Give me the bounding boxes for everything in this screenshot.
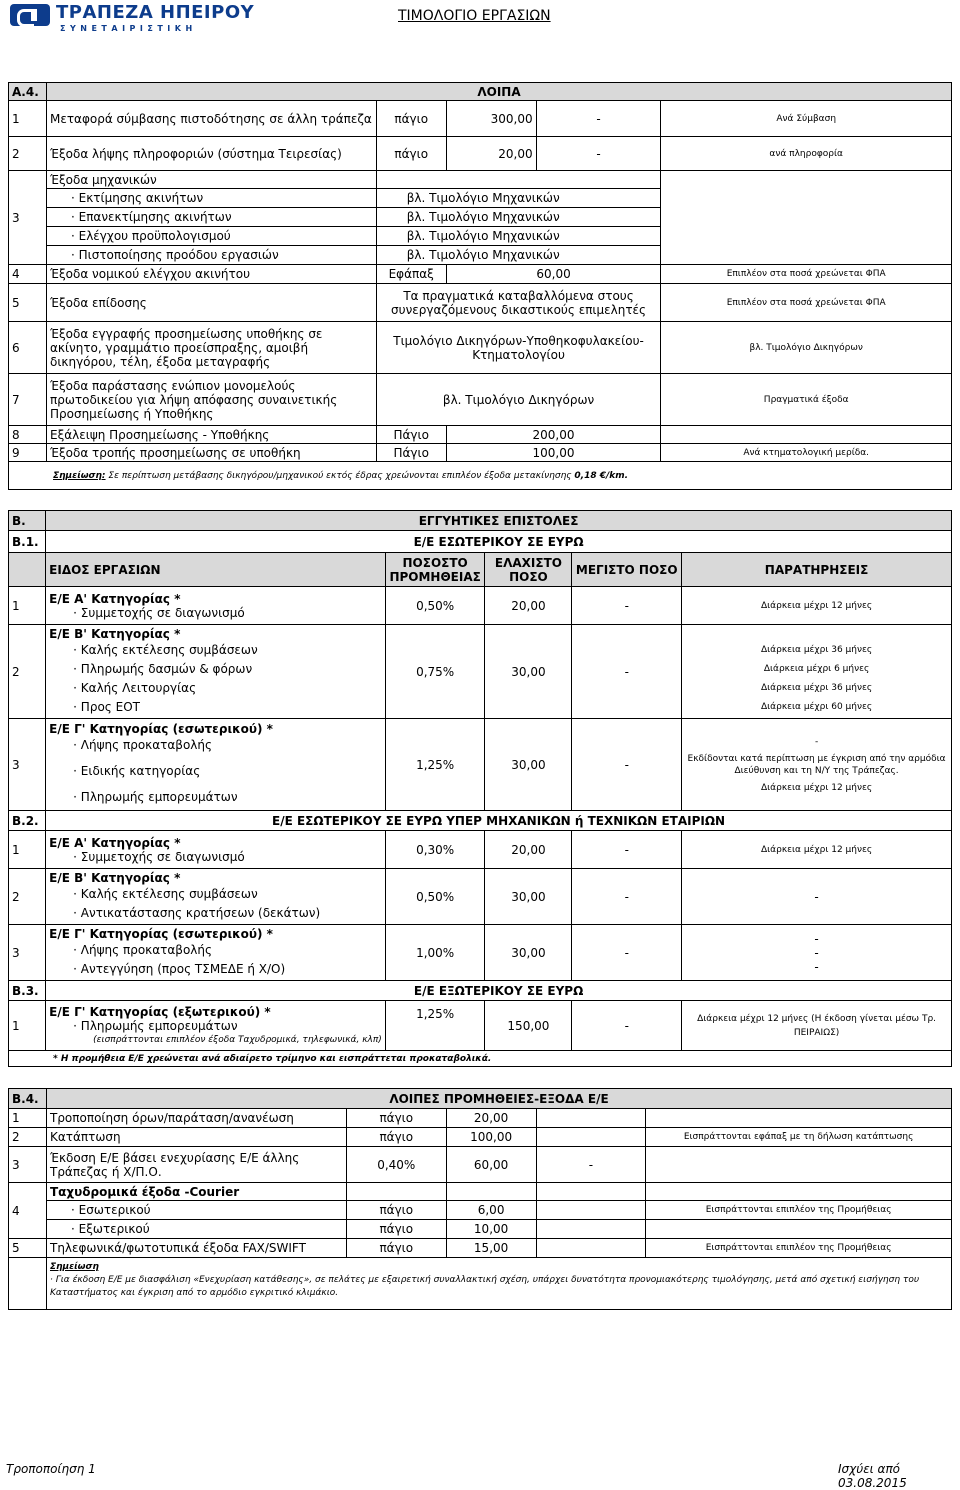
row-description: Έκδοση Ε/Ε βάσει ενεχυρίασης Ε/Ε άλλης Τράπεζας ή Χ/Π.Ο.: [46, 1147, 346, 1183]
row-note: Διάρκεια μέχρι 36 μήνες: [760, 644, 873, 655]
b-table: [8, 510, 952, 1067]
row-pct: 0,75%: [385, 625, 485, 719]
row-number: 7: [9, 374, 47, 426]
row-note: Διάρκεια μέχρι 12 μήνες (Η έκδοση γίνεται μέσω Τρ. ΠΕΙΡΑΙΩΣ): [682, 1001, 952, 1051]
subsection-code: Β.3.: [9, 981, 46, 1001]
row-description: Έξοδα παράστασης ενώπιον μονομελούς πρωτοδικείου για λήψη απόφασης συναινετικής Προσημείωσης ή Υποθήκης: [46, 374, 376, 426]
list-item: · Αντεγγύηση (προς ΤΣΜΕΔΕ ή Χ/Ο): [49, 960, 382, 979]
row-value: 15,00: [446, 1239, 536, 1258]
list-item: · Συμμετοχής σε διαγωνισμό: [49, 606, 382, 620]
row-value: 6,00: [446, 1201, 536, 1220]
row-value: 100,00: [446, 1128, 536, 1147]
row-min: 30,00: [485, 719, 572, 811]
row-note: Επιπλέον στα ποσά χρεώνεται ΦΠΑ: [661, 284, 952, 322]
row-max: -: [572, 719, 682, 811]
category: Ε/Ε Β' Κατηγορίας *: [49, 626, 181, 641]
row-number: 3: [9, 171, 47, 265]
row-description: Τηλεφωνικά/φωτοτυπικά έξοδα FAX/SWIFT: [46, 1239, 346, 1258]
list-item: · Συμμετοχής σε διαγωνισμό: [49, 850, 382, 864]
row-description: Έξοδα επίδοσης: [46, 284, 376, 322]
row-max: -: [536, 101, 661, 137]
row-pct: 0,50%: [385, 869, 485, 925]
row-description: Έξοδα μηχανικών: [46, 171, 376, 189]
row-note: Ανά Σύμβαση: [661, 101, 952, 137]
section-title: ΛΟΙΠΕΣ ΠΡΟΜΗΘΕΙΕΣ-ΕΞΟΔΑ Ε/Ε: [46, 1089, 951, 1109]
bank-logo-icon: [10, 4, 50, 26]
row-ref: βλ. Τιμολόγιο Μηχανικών: [376, 189, 661, 208]
list-item: · Καλής εκτέλεσης συμβάσεων: [49, 885, 382, 904]
row-ref: βλ. Τιμολόγιο Μηχανικών: [376, 246, 661, 265]
row-type: Εφάπαξ: [376, 265, 446, 284]
row-type: πάγιο: [376, 101, 446, 137]
row-number: 1: [9, 1001, 46, 1051]
list-item: · Εξωτερικού: [46, 1220, 346, 1239]
row-type: Τιμολόγιο Δικηγόρων-Υποθηκοφυλακείου-Κτηματολογίου: [376, 322, 661, 374]
row-note: Διάρκεια μέχρι 12 μήνες: [682, 587, 952, 625]
list-item: · Ελέγχου προϋπολογισμού: [46, 227, 376, 246]
row-type: πάγιο: [346, 1239, 446, 1258]
row-number: 3: [9, 719, 46, 811]
row-max: -: [536, 1147, 646, 1183]
row-pct: 1,00%: [385, 925, 485, 981]
row-notes: [682, 719, 952, 811]
row-max: [536, 1128, 646, 1147]
row-value: 20,00: [446, 137, 536, 171]
page-title: ΤΙΜΟΛΟΓΙΟ ΕΡΓΑΣΙΩΝ: [398, 8, 551, 24]
a4-table: [8, 82, 952, 490]
blank-cell: [536, 1183, 646, 1201]
list-item: · Πιστοποίησης προόδου εργασιών: [46, 246, 376, 265]
blank-cell: [346, 1183, 446, 1201]
header-max: ΜΕΓΙΣΤΟ ΠΟΣΟ: [572, 553, 682, 587]
category: Ε/Ε Γ' Κατηγορίας (εσωτερικού) *: [49, 722, 273, 736]
row-type: πάγιο: [346, 1109, 446, 1128]
list-item: · Λήψης προκαταβολής: [49, 941, 382, 960]
b4-table: [8, 1088, 952, 1310]
row-description: [46, 831, 386, 869]
row-number: 5: [9, 1239, 47, 1258]
row-max: [536, 1201, 646, 1220]
row-pct: 0,30%: [385, 831, 485, 869]
row-note: [646, 1109, 952, 1128]
footer-effective-date: Ισχύει από 03.08.2015: [838, 1462, 907, 1490]
row-note: Διάρκεια μέχρι 6 μήνες: [763, 663, 870, 674]
section-code: Β.: [9, 511, 46, 531]
header-notes: ΠΑΡΑΤΗΡΗΣΕΙΣ: [682, 553, 952, 587]
row-type: Τα πραγματικά καταβαλλόμενα στους συνεργαζόμενους δικαστικούς επιμελητές: [376, 284, 661, 322]
row-number: 8: [9, 426, 47, 444]
row-number: 1: [9, 101, 47, 137]
row-max: -: [572, 587, 682, 625]
row-description: Μεταφορά σύμβασης πιστοδότησης σε άλλη τράπεζα: [46, 101, 376, 137]
blank-cell: [9, 1258, 47, 1310]
section-title: ΛΟΙΠΑ: [46, 83, 951, 101]
subsection-title: Ε/Ε ΕΞΩΤΕΡΙΚΟΥ ΣΕ ΕΥΡΩ: [46, 981, 952, 1001]
row-min: 20,00: [485, 831, 572, 869]
row-note: Εκδίδονται κατά περίπτωση με έγκριση από την αρμόδια Διεύθυνση και τη Ν/Υ της Τράπεζας.: [687, 753, 946, 776]
row-max: [536, 1239, 646, 1258]
row-description: [46, 719, 386, 811]
row-value: 100,00: [446, 444, 661, 462]
row-note: -: [814, 931, 819, 946]
row-number: 6: [9, 322, 47, 374]
list-item: · Αντικατάστασης κρατήσεων (δεκάτων): [49, 904, 382, 923]
row-description: Εξάλειψη Προσημείωσης - Υποθήκης: [46, 426, 376, 444]
row-max: -: [572, 925, 682, 981]
list-item: · Καλής εκτέλεσης συμβάσεων: [49, 641, 382, 660]
category: Ε/Ε Γ' Κατηγορίας (εσωτερικού) *: [49, 926, 273, 941]
category: Ε/Ε Γ' Κατηγορίας (εξωτερικού) *: [49, 1004, 271, 1019]
row-note: Διάρκεια μέχρι 12 μήνες: [682, 831, 952, 869]
row-max: [536, 1109, 646, 1128]
section-code: Β.4.: [9, 1089, 47, 1109]
row-number: 1: [9, 587, 46, 625]
row-note: [661, 426, 952, 444]
row-type: πάγιο: [376, 137, 446, 171]
list-item: · Πληρωμής εμπορευμάτων: [49, 788, 382, 807]
b4-note: [46, 1258, 951, 1310]
subsection-code: Β.1.: [9, 531, 46, 553]
row-description: [46, 869, 386, 925]
a4-footnote: [9, 462, 952, 490]
row-note: Εισπράττονται επιπλέον της Προμήθειας: [646, 1239, 952, 1258]
category: Ε/Ε Α' Κατηγορίας *: [49, 835, 181, 850]
row-note: Επιπλέον στα ποσά χρεώνεται ΦΠΑ: [661, 265, 952, 284]
blank-cell: [9, 553, 46, 587]
blank-cell: [646, 1183, 952, 1201]
category: Ε/Ε Β' Κατηγορίας *: [49, 870, 181, 885]
row-note: Διάρκεια μέχρι 12 μήνες: [760, 782, 873, 793]
row-description: Τροποποίηση όρων/παράταση/ανανέωση: [46, 1109, 346, 1128]
row-note: Ανά κτηματολογική μερίδα.: [661, 444, 952, 462]
blank-cell: [446, 1183, 536, 1201]
list-item: · Εκτίμησης ακινήτων: [46, 189, 376, 208]
footer-revision: Τροποποίηση 1: [6, 1462, 96, 1476]
list-item: · Επανεκτίμησης ακινήτων: [46, 208, 376, 227]
row-min: 30,00: [485, 625, 572, 719]
subsection-title: Ε/Ε ΕΣΩΤΕΡΙΚΟΥ ΣΕ ΕΥΡΩ ΥΠΕΡ ΜΗΧΑΝΙΚΩΝ ή ΤΕΧΝΙΚΩΝ ΕΤΑΙΡΙΩΝ: [46, 811, 952, 831]
category: Ταχυδρομικά έξοδα -Courier: [46, 1183, 346, 1201]
header-kind: ΕΙΔΟΣ ΕΡΓΑΣΙΩΝ: [46, 553, 386, 587]
row-subnote: (εισπράττονται επιπλέον έξοδα Ταχυδρομικά, τηλεφωνικά, κλπ): [93, 1034, 382, 1045]
list-item: · Καλής Λειτουργίας: [49, 679, 382, 698]
row-type: Πάγιο: [376, 426, 446, 444]
row-note: Πραγματικά έξοδα: [661, 374, 952, 426]
row-number: 2: [9, 1128, 47, 1147]
row-note: Διάρκεια μέχρι 60 μήνες: [760, 701, 873, 712]
row-description: [46, 625, 386, 719]
row-type: πάγιο: [346, 1201, 446, 1220]
row-description: [46, 1001, 386, 1051]
row-note: [646, 1220, 952, 1239]
bank-name: ΤΡΑΠΕΖΑ ΗΠΕΙΡΟΥ: [56, 2, 255, 23]
row-number: 2: [9, 137, 47, 171]
bank-logo: [10, 2, 255, 36]
footnote-label: Σημείωση:: [53, 470, 106, 481]
row-max: -: [536, 137, 661, 171]
section-code: Α.4.: [9, 83, 47, 101]
subsection-title: Ε/Ε ΕΣΩΤΕΡΙΚΟΥ ΣΕ ΕΥΡΩ: [46, 531, 952, 553]
row-number: 3: [9, 1147, 47, 1183]
row-max: -: [572, 831, 682, 869]
list-item: · Εσωτερικού: [46, 1201, 346, 1220]
row-number: 2: [9, 625, 46, 719]
row-type: βλ. Τιμολόγιο Δικηγόρων: [376, 374, 661, 426]
row-description: Έξοδα λήψης πληροφοριών (σύστημα Τειρεσίας): [46, 137, 376, 171]
list-item: · Πληρωμής εμπορευμάτων: [49, 1019, 382, 1033]
row-note: ανά πληροφορία: [661, 137, 952, 171]
header-min: ΕΛΑΧΙΣΤΟ ΠΟΣΟ: [485, 553, 572, 587]
row-ref: βλ. Τιμολόγιο Μηχανικών: [376, 227, 661, 246]
row-note: [646, 1147, 952, 1183]
row-note: Εισπράττονται εφάπαξ με τη δήλωση κατάπτωσης: [646, 1128, 952, 1147]
subsection-code: Β.2.: [9, 811, 46, 831]
b3-footnote: * Η προμήθεια Ε/Ε χρεώνεται ανά αδιαίρετο τρίμηνο και εισπράττεται προκαταβολικά.: [9, 1051, 952, 1067]
row-description: Έξοδα νομικού ελέγχου ακινήτου: [46, 265, 376, 284]
row-ref: βλ. Τιμολόγιο Μηχανικών: [376, 208, 661, 227]
row-min: 30,00: [485, 925, 572, 981]
note-label: Σημείωση: [49, 1262, 99, 1272]
row-type: Πάγιο: [376, 444, 446, 462]
row-notes: [682, 625, 952, 719]
row-description: [46, 587, 386, 625]
row-value: 20,00: [446, 1109, 536, 1128]
row-description: [46, 925, 386, 981]
row-number: 5: [9, 284, 47, 322]
header-pct: ΠΟΣΟΣΤΟ ΠΡΟΜΗΘΕΙΑΣ: [385, 553, 485, 587]
row-description: Έξοδα τροπής προσημείωσης σε υποθήκη: [46, 444, 376, 462]
list-item: · Λήψης προκαταβολής: [49, 736, 382, 755]
row-type: πάγιο: [346, 1128, 446, 1147]
row-min: 20,00: [485, 587, 572, 625]
row-value: 10,00: [446, 1220, 536, 1239]
row-pct: 1,25%: [385, 1001, 485, 1051]
row-note: -: [814, 945, 819, 960]
row-number: 4: [9, 1183, 47, 1239]
list-item: · Προς ΕΟΤ: [49, 698, 382, 717]
row-max: [536, 1220, 646, 1239]
row-max: -: [572, 625, 682, 719]
row-number: 1: [9, 1109, 47, 1128]
row-pct: 1,25%: [385, 719, 485, 811]
row-min: 150,00: [485, 1001, 572, 1051]
row-value: 60,00: [446, 1147, 536, 1183]
row-note: -: [814, 736, 819, 747]
row-number: 9: [9, 444, 47, 462]
row-note: Διάρκεια μέχρι 36 μήνες: [760, 682, 873, 693]
row-note: -: [682, 869, 952, 925]
row-value: 300,00: [446, 101, 536, 137]
row-note-cell: [661, 171, 952, 265]
row-note: βλ. Τιμολόγιο Δικηγόρων: [661, 322, 952, 374]
row-pct: 0,50%: [385, 587, 485, 625]
row-number: 4: [9, 265, 47, 284]
row-note: -: [814, 959, 819, 974]
row-number: 2: [9, 869, 46, 925]
row-min: 30,00: [485, 869, 572, 925]
row-max: -: [572, 869, 682, 925]
list-item: · Πληρωμής δασμών & φόρων: [49, 660, 382, 679]
footnote-value: 0,18 €/km.: [574, 470, 629, 481]
list-item: · Ειδικής κατηγορίας: [49, 755, 382, 788]
row-max: -: [572, 1001, 682, 1051]
note-text: · Για έκδοση Ε/Ε με διασφάλιση «Ενεχυρίαση κατάθεσης», σε πελάτες με εξαιρετική συναλλακτική σχέση, υπάρχει δυνατότητα προνομιακότερης τιμολόγησης, μετά από σχετική εισήγηση του Καταστήματος και έγκριση από το αρμόδιο εγκριτικό κλιμάκιο.: [50, 1274, 948, 1300]
row-notes: [682, 925, 952, 981]
row-note: Εισπράττονται επιπλέον της Προμήθειας: [646, 1201, 952, 1220]
category: Ε/Ε Α' Κατηγορίας *: [49, 591, 181, 606]
bank-subtitle: ΣΥΝΕΤΑΙΡΙΣΤΙΚΗ: [60, 24, 197, 33]
row-number: 3: [9, 925, 46, 981]
row-value: 200,00: [446, 426, 661, 444]
row-description: Έξοδα εγγραφής προσημείωσης υποθήκης σε ακίνητο, γραμμάτιο προείσπραξης, αμοιβή δικηγόρου, τέλη, έξοδα μεταγραφής: [46, 322, 376, 374]
row-pct: 0,40%: [346, 1147, 446, 1183]
footnote-text: Σε περίπτωση μετάβασης δικηγόρου/μηχανικού εκτός έδρας χρεώνονται επιπλέον έξοδα μετακίνησης: [105, 470, 575, 481]
section-title: ΕΓΓΥΗΤΙΚΕΣ ΕΠΙΣΤΟΛΕΣ: [46, 511, 952, 531]
blank-cell: [376, 171, 661, 189]
row-value: 60,00: [446, 265, 661, 284]
row-number: 1: [9, 831, 46, 869]
row-type: πάγιο: [346, 1220, 446, 1239]
row-description: Κατάπτωση: [46, 1128, 346, 1147]
